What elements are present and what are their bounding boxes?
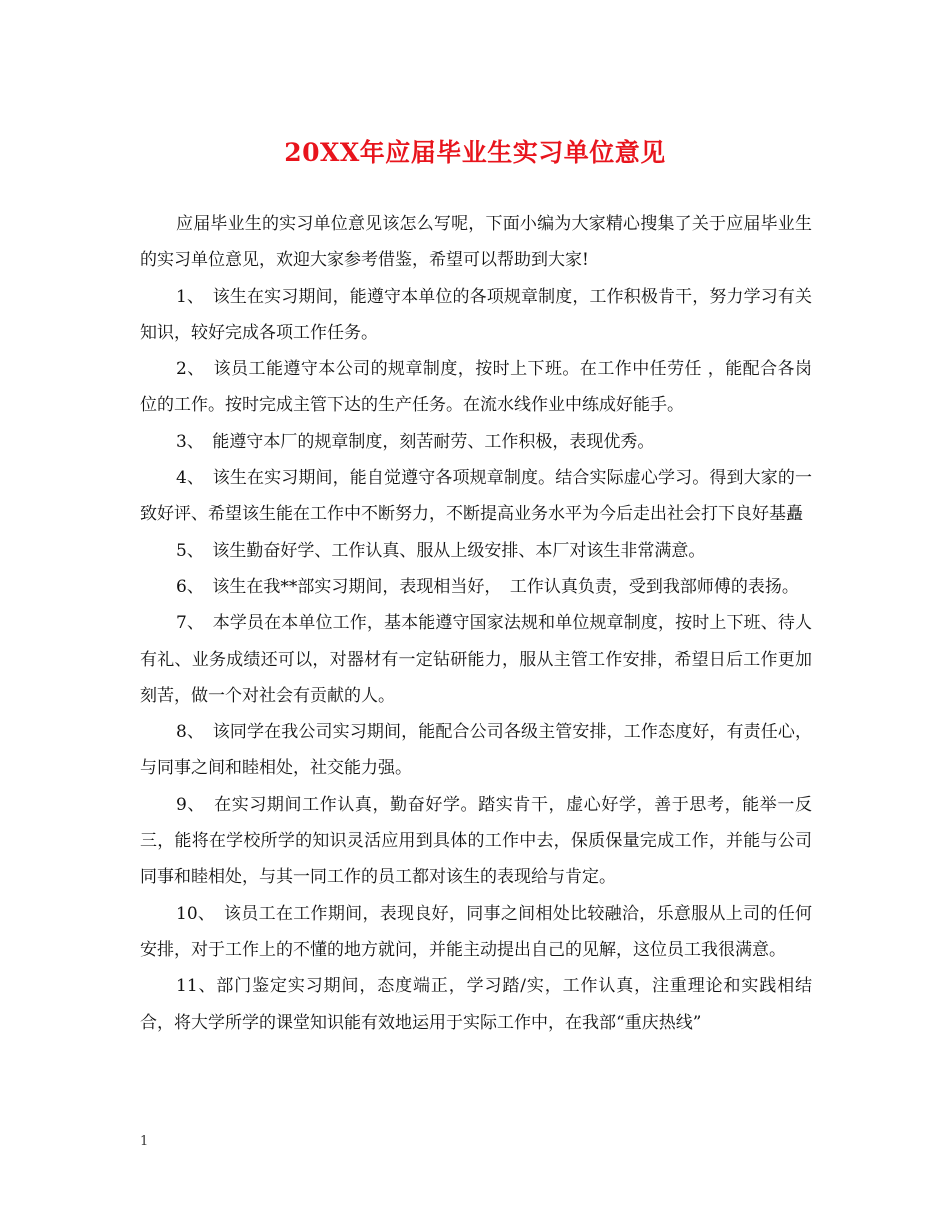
opinion-item-5: 5、 该生勤奋好学、工作认真、服从上级安排、本厂对该生非常满意。 (176, 540, 706, 561)
opinion-item-6: 6、 该生在我**部实习期间，表现相当好， 工作认真负责，受到我部师傅的表扬。 (176, 576, 799, 597)
document-body (140, 206, 812, 1041)
opinion-item-11: 11、部门鉴定实习期间，态度端正，学习踏/实，工作认真，注重理论和实践相结合，将大学所学的课堂知识能有效地运用于实际工作中，在我部“重庆热线” (140, 976, 812, 1033)
intro-paragraph: 应届毕业生的实习单位意见该怎么写呢，下面小编为大家精心搜集了关于应届毕业生的实习单位意见，欢迎大家参考借鉴，希望可以帮助到大家! (140, 214, 812, 271)
opinion-item-7: 7、 本学员在本单位工作，基本能遵守国家法规和单位规章制度，按时上下班、待人有礼、业务成绩还可以，对器材有一定钻研能力，服从主管工作安排，希望日后工作更加刻苦，做一个对社会有贡献的人。 (140, 613, 812, 706)
opinion-item-3: 3、 能遵守本厂的规章制度，刻苦耐劳、工作积极，表现优秀。 (176, 431, 655, 452)
opinion-item-2: 2、 该员工能遵守本公司的规章制度，按时上下班。在工作中任劳任 ，能配合各岗位的工作。按时完成主管下达的生产任务。在流水线作业中练成好能手。 (140, 359, 812, 416)
opinion-item-4: 4、 该生在实习期间，能自觉遵守各项规章制度。结合实际虚心学习。得到大家的一致好评、希望该生能在工作中不断努力，不断提高业务水平为今后走出社会打下良好基矗 (140, 468, 812, 525)
opinion-item-9: 9、 在实习期间工作认真，勤奋好学。踏实肯干，虚心好学，善于思考，能举一反三，能将在学校所学的知识灵活应用到具体的工作中去，保质保量完成工作，并能与公司同事和睦相处，与其一同工作的员工都对该生的表现给与肯定。 (140, 794, 812, 888)
document-title: 20XX年应届毕业生实习单位意见 (284, 138, 666, 167)
opinion-item-1: 1、 该生在实习期间，能遵守本单位的各项规章制度，工作积极肯干，努力学习有关知识，较好完成各项工作任务。 (140, 286, 812, 343)
page-number: 1 (140, 1134, 149, 1149)
opinion-item-10: 10、 该员工在工作期间，表现良好，同事之间相处比较融洽，乐意服从上司的任何安排，对于工作上的不懂的地方就问，并能主动提出自己的见解，这位员工我很满意。 (140, 903, 812, 960)
opinion-item-8: 8、 该同学在我公司实习期间，能配合公司各级主管安排，工作态度好，有责任心，与同事之间和睦相处，社交能力强。 (140, 722, 812, 779)
